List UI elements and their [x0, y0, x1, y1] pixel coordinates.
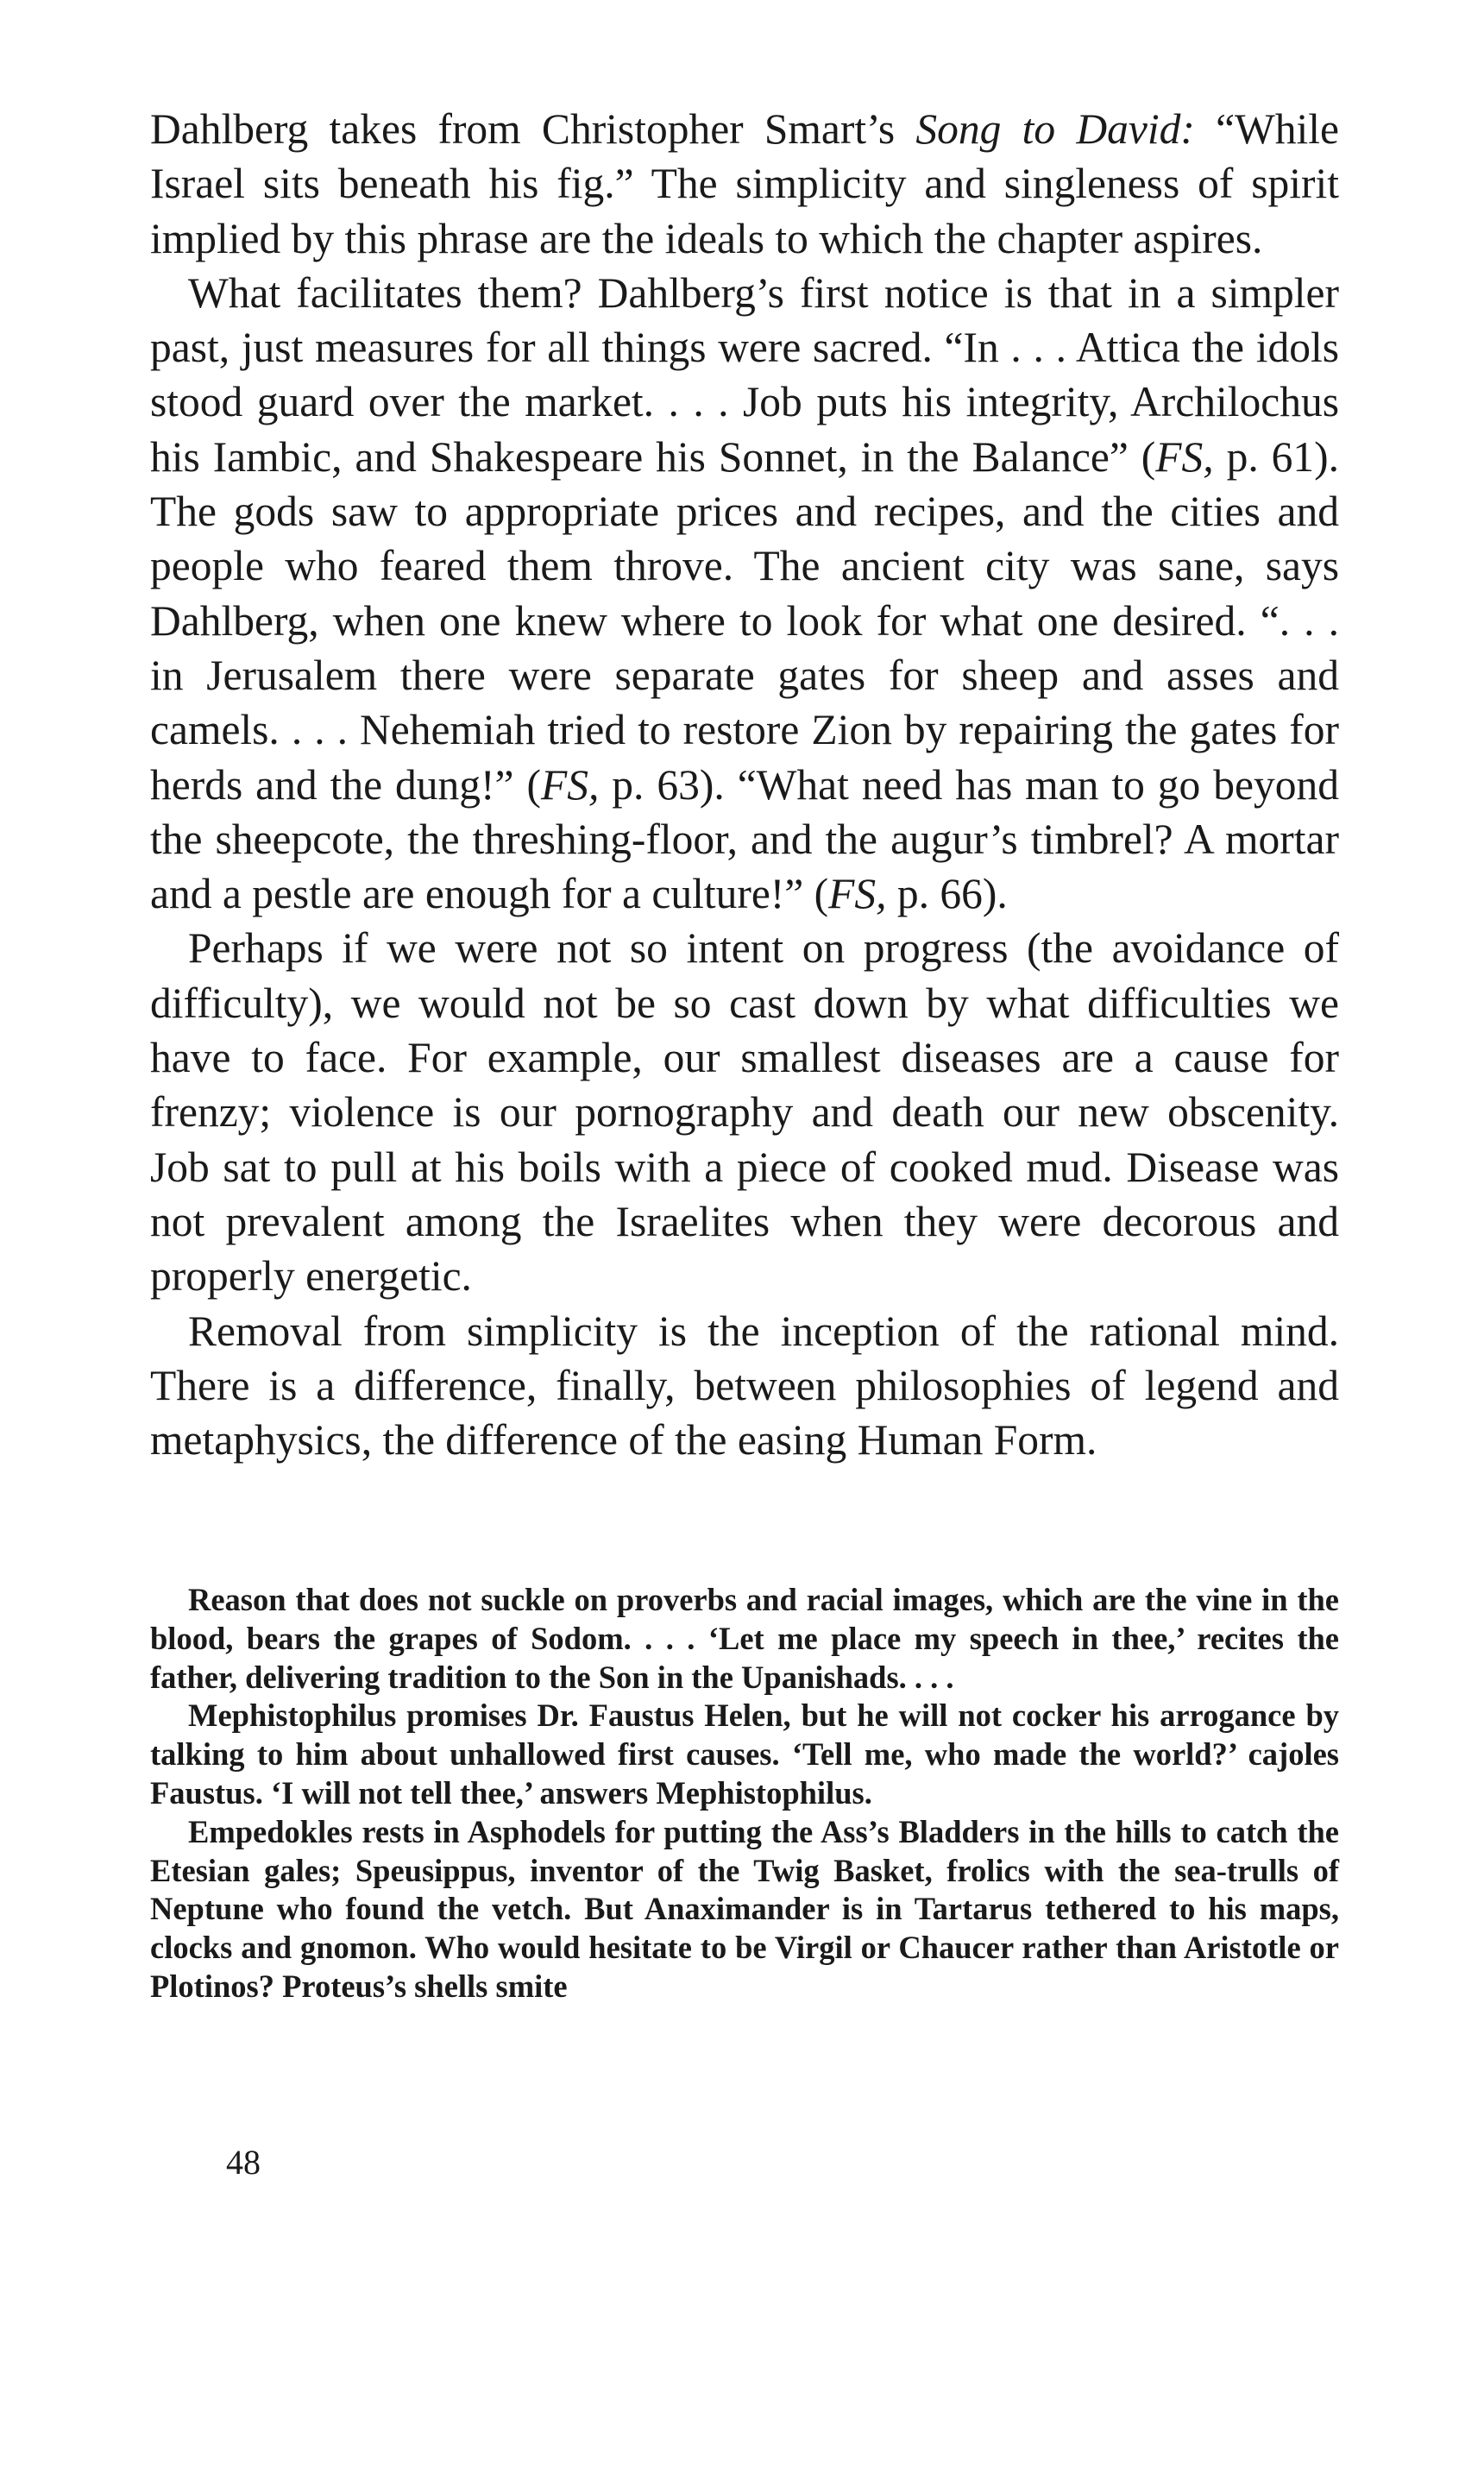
fs-reference-1: FS, — [1155, 432, 1214, 481]
block-quotation — [150, 1581, 1339, 2006]
paragraph-3: Perhaps if we were not so intent on progress (the avoidance of difficulty), we would not be so cast down by what difficulties we have to face. For example, our smallest diseases are a cause for frenzy; violence is our pornography and death our new obscenity. Job sat to pull at his boils with a piece of cooked mud. Disease was not prevalent among the Israelites when they were decorous and properly energetic. — [150, 924, 1339, 1301]
quotation-paragraph-3: Empedokles rests in Asphodels for putting the Ass’s Bladders in the hills to catch the Etesian gales; Speusippus, inventor of the Twig Basket, frolics with the sea-trulls of Neptune who found the vetch. But Anaximander is in Tartarus tethered to his maps, clocks and gnomon. Who would hesitate to be Virgil or Chaucer rather than Aristotle or Plotinos? Proteus’s shells smite — [150, 1813, 1339, 2004]
fs-reference-3: FS, — [828, 870, 887, 918]
quotation-paragraph-2: Mephistophilus promises Dr. Faustus Helen, but he will not cocker his arrogance by talking to him about unhallowed first causes. ‘Tell me, who made the world?’ cajoles Faustus. ‘I will not tell thee,’ answers Mephistophilus. — [150, 1697, 1339, 1811]
paragraph-1-text-a: Dahlberg takes from Christopher Smart’s — [150, 105, 916, 153]
paragraph-2-text-d: p. 66). — [886, 870, 1008, 918]
paragraph-1 — [150, 102, 1339, 266]
paragraph-1-text-b: “While Israel sits beneath his fig.” The simplicity and singleness of spirit implied by this phrase are the ideals to which the chapter aspires. — [150, 105, 1339, 262]
page-number: 48 — [226, 2143, 261, 2182]
fs-reference-2: FS, — [540, 760, 600, 809]
paragraph-2 — [150, 266, 1339, 922]
main-text — [150, 102, 1339, 1467]
song-to-david-title: Song to David: — [915, 105, 1195, 153]
quotation-paragraph-1: Reason that does not suckle on proverbs and racial images, which are the vine in the blood, bears the grapes of Sodom. . . . ‘Let me place my speech in thee,’ recites the father, delivering tradition to the Son in the Upanishads. . . . — [150, 1582, 1339, 1695]
paragraph-2-text-c: p. 63). “What need has man to go beyond the sheepcote, the threshing-floor, and the augur’s timbrel? A mortar and a pestle are enough for a culture!” ( — [150, 760, 1339, 918]
paragraph-4: Removal from simplicity is the inception of the rational mind. There is a difference, finally, between philosophies of legend and metaphysics, the difference of the easing Human Form. — [150, 1307, 1339, 1464]
paragraph-2-text-b: p. 61). The gods saw to appropriate prices and recipes, and the cities and people who feared them throve. The ancient city was sane, says Dahlberg, when one knew where to look for what one desired. “. . . in Jerusalem there were separate gates for sheep and asses and camels. . . . Nehemiah tried to restore Zion by repairing the gates for herds and the dung!” ( — [150, 432, 1340, 809]
paragraph-2-text-a: What facilitates them? Dahlberg’s first notice is that in a simpler past, just measures for all things were sacred. “In . . . Attica the idols stood guard over the market. . . . Job puts his integrity, Archilochus his Iambic, and Shakespeare his Sonnet, in the Balance” ( — [150, 268, 1339, 481]
